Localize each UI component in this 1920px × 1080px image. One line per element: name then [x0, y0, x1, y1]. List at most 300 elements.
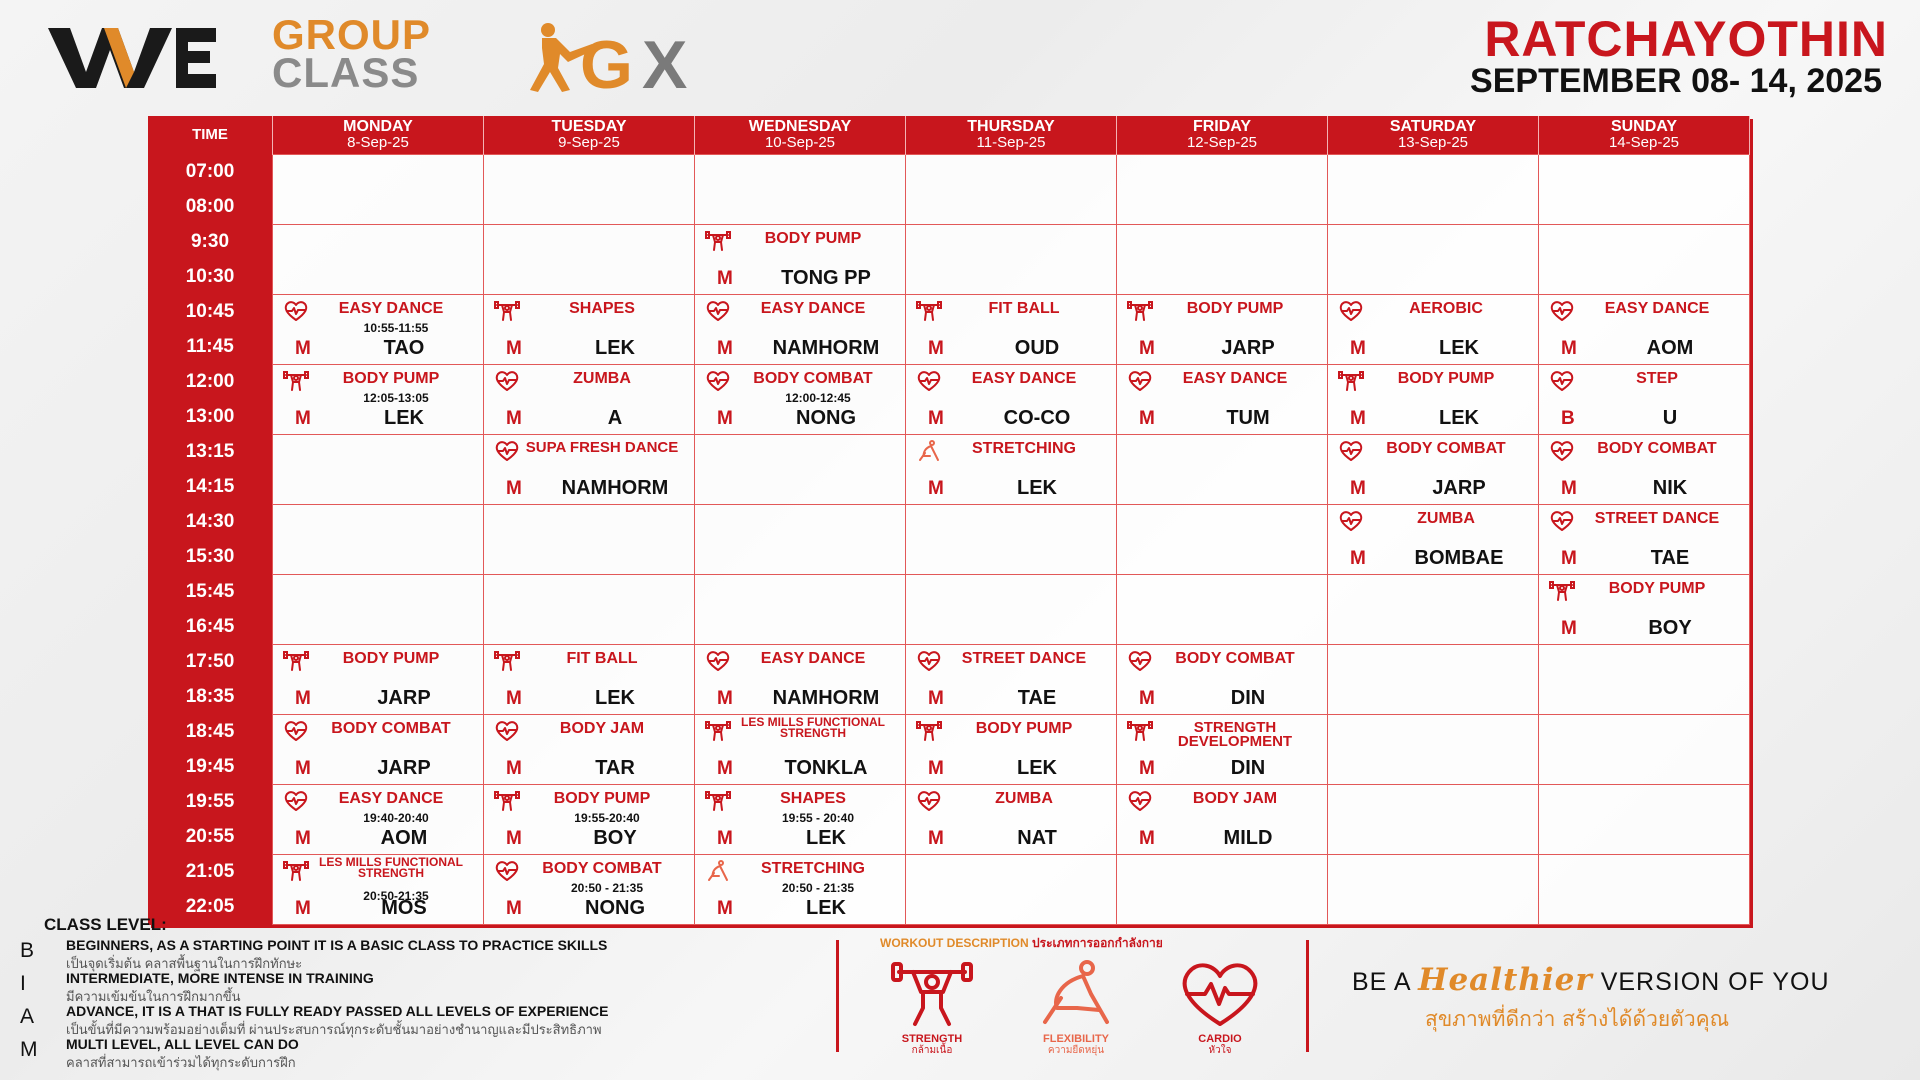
coach-name: DIN — [1230, 757, 1266, 779]
time-start: 19:55 — [185, 791, 235, 812]
empty-cell — [1539, 855, 1750, 925]
coach-name: LEK — [384, 407, 424, 429]
empty-cell — [1328, 715, 1539, 785]
level-desc-en: MULTI LEVEL, ALL LEVEL CAN DO — [66, 1036, 299, 1052]
empty-cell — [273, 505, 484, 575]
coach-name: BOY — [593, 827, 637, 849]
class-block — [1328, 365, 1538, 434]
coach-name: MILD — [1223, 827, 1273, 849]
workout-label-en: CARDIO — [1198, 1033, 1242, 1045]
empty-cell — [484, 155, 695, 225]
class-block — [1539, 365, 1749, 434]
time-end: 15:30 — [185, 545, 235, 567]
class-name: BODY COMBAT — [331, 720, 451, 737]
class-cell — [1117, 365, 1328, 435]
time-slot — [148, 155, 273, 225]
empty-cell — [273, 435, 484, 505]
class-level: M — [506, 758, 522, 779]
class-block — [484, 785, 694, 854]
day-name: MONDAY — [343, 118, 413, 135]
coach-name: NONG — [796, 407, 856, 429]
class-block — [695, 645, 905, 714]
coach-name: JARP — [1221, 337, 1275, 359]
class-name: SHAPES — [569, 300, 635, 317]
class-level: M — [717, 408, 733, 429]
day-header-sunday — [1539, 116, 1750, 155]
level-advance — [14, 1003, 804, 1037]
level-code: I — [20, 972, 26, 995]
class-time: 12:00-12:45 — [785, 391, 851, 405]
day-name: THURSDAY — [967, 118, 1055, 135]
class-block — [1117, 715, 1327, 784]
class-cell — [1328, 505, 1539, 575]
time-slot — [148, 295, 273, 365]
empty-cell — [695, 505, 906, 575]
class-cell — [484, 435, 695, 505]
class-cell — [906, 435, 1117, 505]
empty-cell — [906, 855, 1117, 925]
class-level: M — [1561, 618, 1577, 639]
class-cell — [273, 365, 484, 435]
workout-title-th: ประเภทการออกกำลังกาย — [1032, 936, 1163, 950]
class-block — [695, 365, 905, 434]
empty-cell — [1539, 155, 1750, 225]
class-level: M — [295, 338, 311, 359]
day-date: 8-Sep-25 — [347, 134, 409, 151]
class-cell — [484, 645, 695, 715]
day-name: WEDNESDAY — [748, 118, 852, 135]
class-cell — [1117, 715, 1328, 785]
day-header-friday — [1117, 116, 1328, 155]
time-start: 12:00 — [185, 371, 235, 392]
class-level: M — [506, 338, 522, 359]
time-start: 14:30 — [185, 511, 235, 532]
coach-name: BOMBAE — [1414, 547, 1504, 569]
class-level: M — [717, 898, 733, 919]
time-start: 17:50 — [185, 651, 235, 672]
class-level: B — [1561, 408, 1575, 429]
level-code: M — [20, 1038, 38, 1061]
class-block — [1117, 785, 1327, 854]
coach-name: MOS — [381, 897, 427, 919]
class-name: BODY JAM — [1192, 790, 1278, 807]
class-cell — [1117, 785, 1328, 855]
empty-cell — [1117, 155, 1328, 225]
day-header-wednesday — [695, 116, 906, 155]
class-name: SHAPES — [780, 790, 846, 807]
class-cell — [695, 645, 906, 715]
class-level: M — [1139, 828, 1155, 849]
time-end: 22:05 — [185, 895, 235, 917]
schedule-row — [148, 855, 1750, 925]
class-time: 20:50 - 21:35 — [570, 881, 644, 895]
level-desc-en: ADVANCE, IT IS A THAT IS FULLY READY PASSED ALL LEVELS OF EXPERIENCE — [66, 1003, 609, 1019]
class-block — [1539, 295, 1749, 364]
time-end: 13:00 — [185, 405, 235, 427]
class-name: AEROBIC — [1409, 300, 1483, 317]
time-slot — [148, 225, 273, 295]
class-name: BODY COMBAT — [753, 370, 873, 387]
empty-cell — [273, 575, 484, 645]
time-end: 10:30 — [185, 265, 235, 287]
time-end: 11:45 — [186, 335, 234, 357]
class-level: M — [717, 688, 733, 709]
empty-cell — [1117, 225, 1328, 295]
class-cell — [1328, 435, 1539, 505]
day-header-monday — [273, 116, 484, 155]
class-name: STEP — [1636, 370, 1678, 387]
day-date: 9-Sep-25 — [558, 134, 620, 151]
class-block — [695, 855, 905, 924]
class-name: STRENGTH DEVELOPMENT — [1177, 719, 1293, 750]
day-date: 12-Sep-25 — [1186, 134, 1258, 151]
logo-class-text: CLASS — [272, 49, 420, 96]
class-level: M — [506, 898, 522, 919]
coach-name: JARP — [1432, 477, 1486, 499]
class-level: M — [928, 828, 944, 849]
class-level: M — [295, 408, 311, 429]
class-time: 12:05-13:05 — [363, 391, 429, 405]
day-name: FRIDAY — [1192, 118, 1252, 135]
class-name: BODY PUMP — [975, 720, 1073, 737]
gx-logo — [522, 18, 722, 96]
class-cell — [484, 295, 695, 365]
day-name: TUESDAY — [551, 118, 627, 135]
class-level: M — [1561, 548, 1577, 569]
schedule-table — [148, 116, 1750, 925]
class-name: EASY DANCE — [338, 300, 444, 317]
empty-cell — [906, 575, 1117, 645]
level-desc-th: มีความเข้มข้นในการฝึกมากขึ้น — [66, 989, 241, 1004]
time-start: 9:30 — [190, 231, 230, 252]
class-time: 20:50-21:35 — [363, 889, 429, 903]
class-cell — [695, 225, 906, 295]
cardio-icon — [1175, 958, 1265, 1028]
class-block — [1117, 295, 1327, 364]
empty-cell — [273, 155, 484, 225]
svg-text:X: X — [642, 27, 688, 96]
level-desc-th: เป็นขั้นที่มีความพร้อมอย่างเต็มที่ ผ่านประสบการณ์ทุกระดับชั้นมาอย่างชำนาญและมีประสิทธิภาพ — [66, 1022, 602, 1037]
class-block — [906, 715, 1116, 784]
coach-name: OUD — [1014, 337, 1060, 359]
class-name: STREET DANCE — [1594, 510, 1720, 527]
class-name: FIT BALL — [566, 650, 638, 667]
svg-text:G: G — [580, 27, 633, 96]
class-level: M — [1350, 408, 1366, 429]
coach-name: TAR — [595, 757, 635, 779]
class-block — [1539, 505, 1749, 574]
class-level: M — [506, 408, 522, 429]
coach-name: LEK — [806, 897, 846, 919]
coach-name: TUM — [1226, 407, 1270, 429]
time-end: 16:45 — [185, 615, 235, 637]
class-cell — [1117, 295, 1328, 365]
schedule-row — [148, 365, 1750, 435]
day-header-thursday — [906, 116, 1117, 155]
class-name: BODY PUMP — [764, 230, 862, 247]
class-level: M — [295, 828, 311, 849]
coach-name: TONKLA — [784, 757, 868, 779]
class-level: M — [506, 688, 522, 709]
class-level: M — [1139, 338, 1155, 359]
class-cell — [1328, 365, 1539, 435]
coach-name: LEK — [595, 687, 635, 709]
class-block — [1539, 575, 1749, 644]
coach-name: LEK — [806, 827, 846, 849]
day-name: SUNDAY — [1610, 118, 1678, 135]
class-name: BODY COMBAT — [1386, 440, 1506, 457]
class-block — [906, 365, 1116, 434]
class-cell — [1328, 295, 1539, 365]
class-time: 19:55 - 20:40 — [781, 811, 855, 825]
class-level: M — [1350, 548, 1366, 569]
level-code: B — [20, 939, 35, 962]
class-name: LES MILLS FUNCTIONAL STRENGTH — [741, 715, 885, 740]
workout-strength — [882, 958, 982, 1070]
group-class-logo — [272, 11, 432, 96]
class-block — [1117, 645, 1327, 714]
class-block — [484, 365, 694, 434]
tagline-post: VERSION OF YOU — [1600, 968, 1830, 996]
class-cell — [695, 715, 906, 785]
empty-cell — [1117, 505, 1328, 575]
class-cell — [695, 855, 906, 925]
level-desc-th: เป็นจุดเริ่มต้น คลาสพื้นฐานในการฝึกทักษะ — [66, 956, 303, 971]
class-name: BODY PUMP — [342, 370, 440, 387]
day-date: 11-Sep-25 — [976, 134, 1046, 151]
class-block — [484, 855, 694, 924]
class-block — [695, 715, 905, 784]
class-name: BODY JAM — [559, 720, 645, 737]
coach-name: JARP — [377, 687, 431, 709]
empty-cell — [1117, 575, 1328, 645]
class-name: BODY PUMP — [1397, 370, 1495, 387]
class-level: M — [928, 758, 944, 779]
empty-cell — [1328, 855, 1539, 925]
class-name: BODY PUMP — [1608, 580, 1706, 597]
class-level: M — [295, 898, 311, 919]
workout-title-en: WORKOUT DESCRIPTION — [880, 936, 1029, 950]
empty-cell — [906, 505, 1117, 575]
empty-cell — [1328, 645, 1539, 715]
level-beginner — [14, 937, 804, 971]
workout-label-th: ความยืดหยุ่น — [1047, 1045, 1105, 1056]
class-level: M — [1139, 688, 1155, 709]
class-cell — [906, 715, 1117, 785]
schedule-row — [148, 225, 1750, 295]
coach-name: LEK — [1017, 477, 1057, 499]
day-header-tuesday — [484, 116, 695, 155]
class-cell — [273, 785, 484, 855]
time-end: 18:35 — [185, 685, 235, 707]
time-start: 21:05 — [185, 861, 235, 882]
class-name: BODY COMBAT — [542, 860, 662, 877]
class-cell — [695, 785, 906, 855]
coach-name: NAMHORM — [561, 477, 669, 499]
class-block — [273, 645, 483, 714]
class-block — [273, 715, 483, 784]
branch-name: RATCHAYOTHIN — [1484, 11, 1888, 67]
coach-name: TAO — [383, 337, 425, 359]
class-name: SUPA FRESH DANCE — [525, 439, 679, 456]
class-block — [695, 225, 905, 294]
class-level-legend — [14, 915, 814, 1075]
day-date: 10-Sep-25 — [764, 134, 836, 151]
empty-cell — [1539, 645, 1750, 715]
we-logo — [48, 22, 218, 92]
class-cell — [1539, 575, 1750, 645]
coach-name: DIN — [1230, 687, 1266, 709]
empty-cell — [695, 575, 906, 645]
coach-name: TONG PP — [781, 267, 871, 289]
class-time: 19:55-20:40 — [574, 811, 640, 825]
workout-title — [880, 934, 1163, 953]
schedule-row — [148, 785, 1750, 855]
class-level: M — [717, 828, 733, 849]
strength-icon — [887, 958, 977, 1028]
coach-name: CO-CO — [1003, 407, 1071, 429]
empty-cell — [1328, 785, 1539, 855]
coach-name: BOY — [1648, 617, 1692, 639]
class-name: ZUMBA — [1417, 510, 1475, 527]
class-name: FIT BALL — [988, 300, 1060, 317]
class-block — [695, 295, 905, 364]
time-slot — [148, 715, 273, 785]
flexibility-icon — [1031, 958, 1121, 1028]
tagline-thai: สุขภาพที่ดีกว่า สร้างได้ด้วยตัวคุณ — [1425, 1007, 1730, 1031]
class-level: M — [1350, 478, 1366, 499]
time-slot — [148, 785, 273, 855]
day-header-saturday — [1328, 116, 1539, 155]
class-level: M — [717, 268, 733, 289]
class-level: M — [928, 338, 944, 359]
tagline-pre: BE A — [1352, 968, 1411, 996]
class-block — [906, 785, 1116, 854]
empty-cell — [695, 435, 906, 505]
time-start: 13:15 — [185, 441, 235, 462]
class-level: M — [295, 688, 311, 709]
class-block — [1328, 295, 1538, 364]
class-cell — [273, 295, 484, 365]
class-name: BODY PUMP — [342, 650, 440, 667]
divider — [836, 940, 839, 1052]
time-column-header: TIME — [148, 116, 273, 155]
level-desc-en: BEGINNERS, AS A STARTING POINT IT IS A BASIC CLASS TO PRACTICE SKILLS — [66, 937, 608, 953]
schedule-row — [148, 715, 1750, 785]
coach-name: LEK — [1017, 757, 1057, 779]
empty-cell — [906, 155, 1117, 225]
schedule-header-row — [148, 116, 1750, 155]
workout-label-th: หัวใจ — [1208, 1045, 1232, 1056]
time-slot — [148, 435, 273, 505]
class-cell — [906, 645, 1117, 715]
date-range: SEPTEMBER 08- 14, 2025 — [1470, 62, 1882, 100]
empty-cell — [1539, 225, 1750, 295]
empty-cell — [1328, 575, 1539, 645]
level-desc-en: INTERMEDIATE, MORE INTENSE IN TRAINING — [66, 970, 374, 986]
level-code: A — [20, 1005, 35, 1028]
class-cell — [695, 295, 906, 365]
class-time: 20:50 - 21:35 — [781, 881, 855, 895]
class-block — [1328, 435, 1538, 504]
coach-name: JARP — [377, 757, 431, 779]
coach-name: NAMHORM — [772, 337, 880, 359]
class-name: BODY PUMP — [553, 790, 651, 807]
class-block — [484, 645, 694, 714]
schedule-row — [148, 295, 1750, 365]
class-cell — [906, 365, 1117, 435]
class-block — [906, 645, 1116, 714]
coach-name: TAE — [1017, 687, 1057, 709]
class-cell — [1539, 295, 1750, 365]
empty-cell — [484, 505, 695, 575]
class-cell — [484, 855, 695, 925]
class-cell — [906, 295, 1117, 365]
class-level: M — [928, 688, 944, 709]
class-name: STREET DANCE — [961, 650, 1087, 667]
empty-cell — [1328, 225, 1539, 295]
workout-flexibility — [1026, 958, 1126, 1070]
tagline — [1352, 962, 1830, 998]
class-cell — [1539, 435, 1750, 505]
coach-name: NAT — [1017, 827, 1057, 849]
class-cell — [1539, 365, 1750, 435]
empty-cell — [484, 225, 695, 295]
class-block — [906, 435, 1116, 504]
class-block — [273, 365, 483, 434]
coach-name: LEK — [1439, 337, 1479, 359]
class-cell — [273, 855, 484, 925]
class-level: M — [1561, 338, 1577, 359]
class-name: EASY DANCE — [760, 650, 866, 667]
class-cell — [1117, 645, 1328, 715]
day-name: SATURDAY — [1389, 118, 1477, 135]
class-block — [484, 435, 694, 504]
schedule-row — [148, 505, 1750, 575]
time-start: 10:45 — [185, 301, 235, 322]
empty-cell — [484, 575, 695, 645]
class-level: M — [1561, 478, 1577, 499]
coach-name: TAE — [1650, 547, 1690, 569]
coach-name: LEK — [595, 337, 635, 359]
workout-cardio — [1170, 958, 1270, 1070]
class-name: ZUMBA — [995, 790, 1053, 807]
coach-name: NAMHORM — [772, 687, 880, 709]
class-cell — [484, 715, 695, 785]
class-name: BODY PUMP — [1186, 300, 1284, 317]
class-level: M — [506, 478, 522, 499]
class-cell — [484, 365, 695, 435]
coach-name: U — [1662, 407, 1678, 429]
time-slot — [148, 645, 273, 715]
workout-label-th: กล้ามเนื้อ — [911, 1045, 953, 1056]
level-multi — [14, 1036, 804, 1070]
coach-name: NIK — [1652, 477, 1688, 499]
class-level: M — [295, 758, 311, 779]
class-level: M — [1139, 408, 1155, 429]
empty-cell — [1539, 785, 1750, 855]
class-time: 10:55-11:55 — [363, 321, 429, 335]
class-name: LES MILLS FUNCTIONAL STRENGTH — [319, 855, 463, 880]
time-start: 07:00 — [185, 161, 235, 182]
tagline-highlight: Healthier — [1418, 962, 1593, 998]
class-level: M — [928, 478, 944, 499]
divider — [1306, 940, 1309, 1052]
class-block — [484, 715, 694, 784]
coach-name: A — [607, 407, 623, 429]
time-end: 19:45 — [185, 755, 235, 777]
empty-cell — [273, 225, 484, 295]
